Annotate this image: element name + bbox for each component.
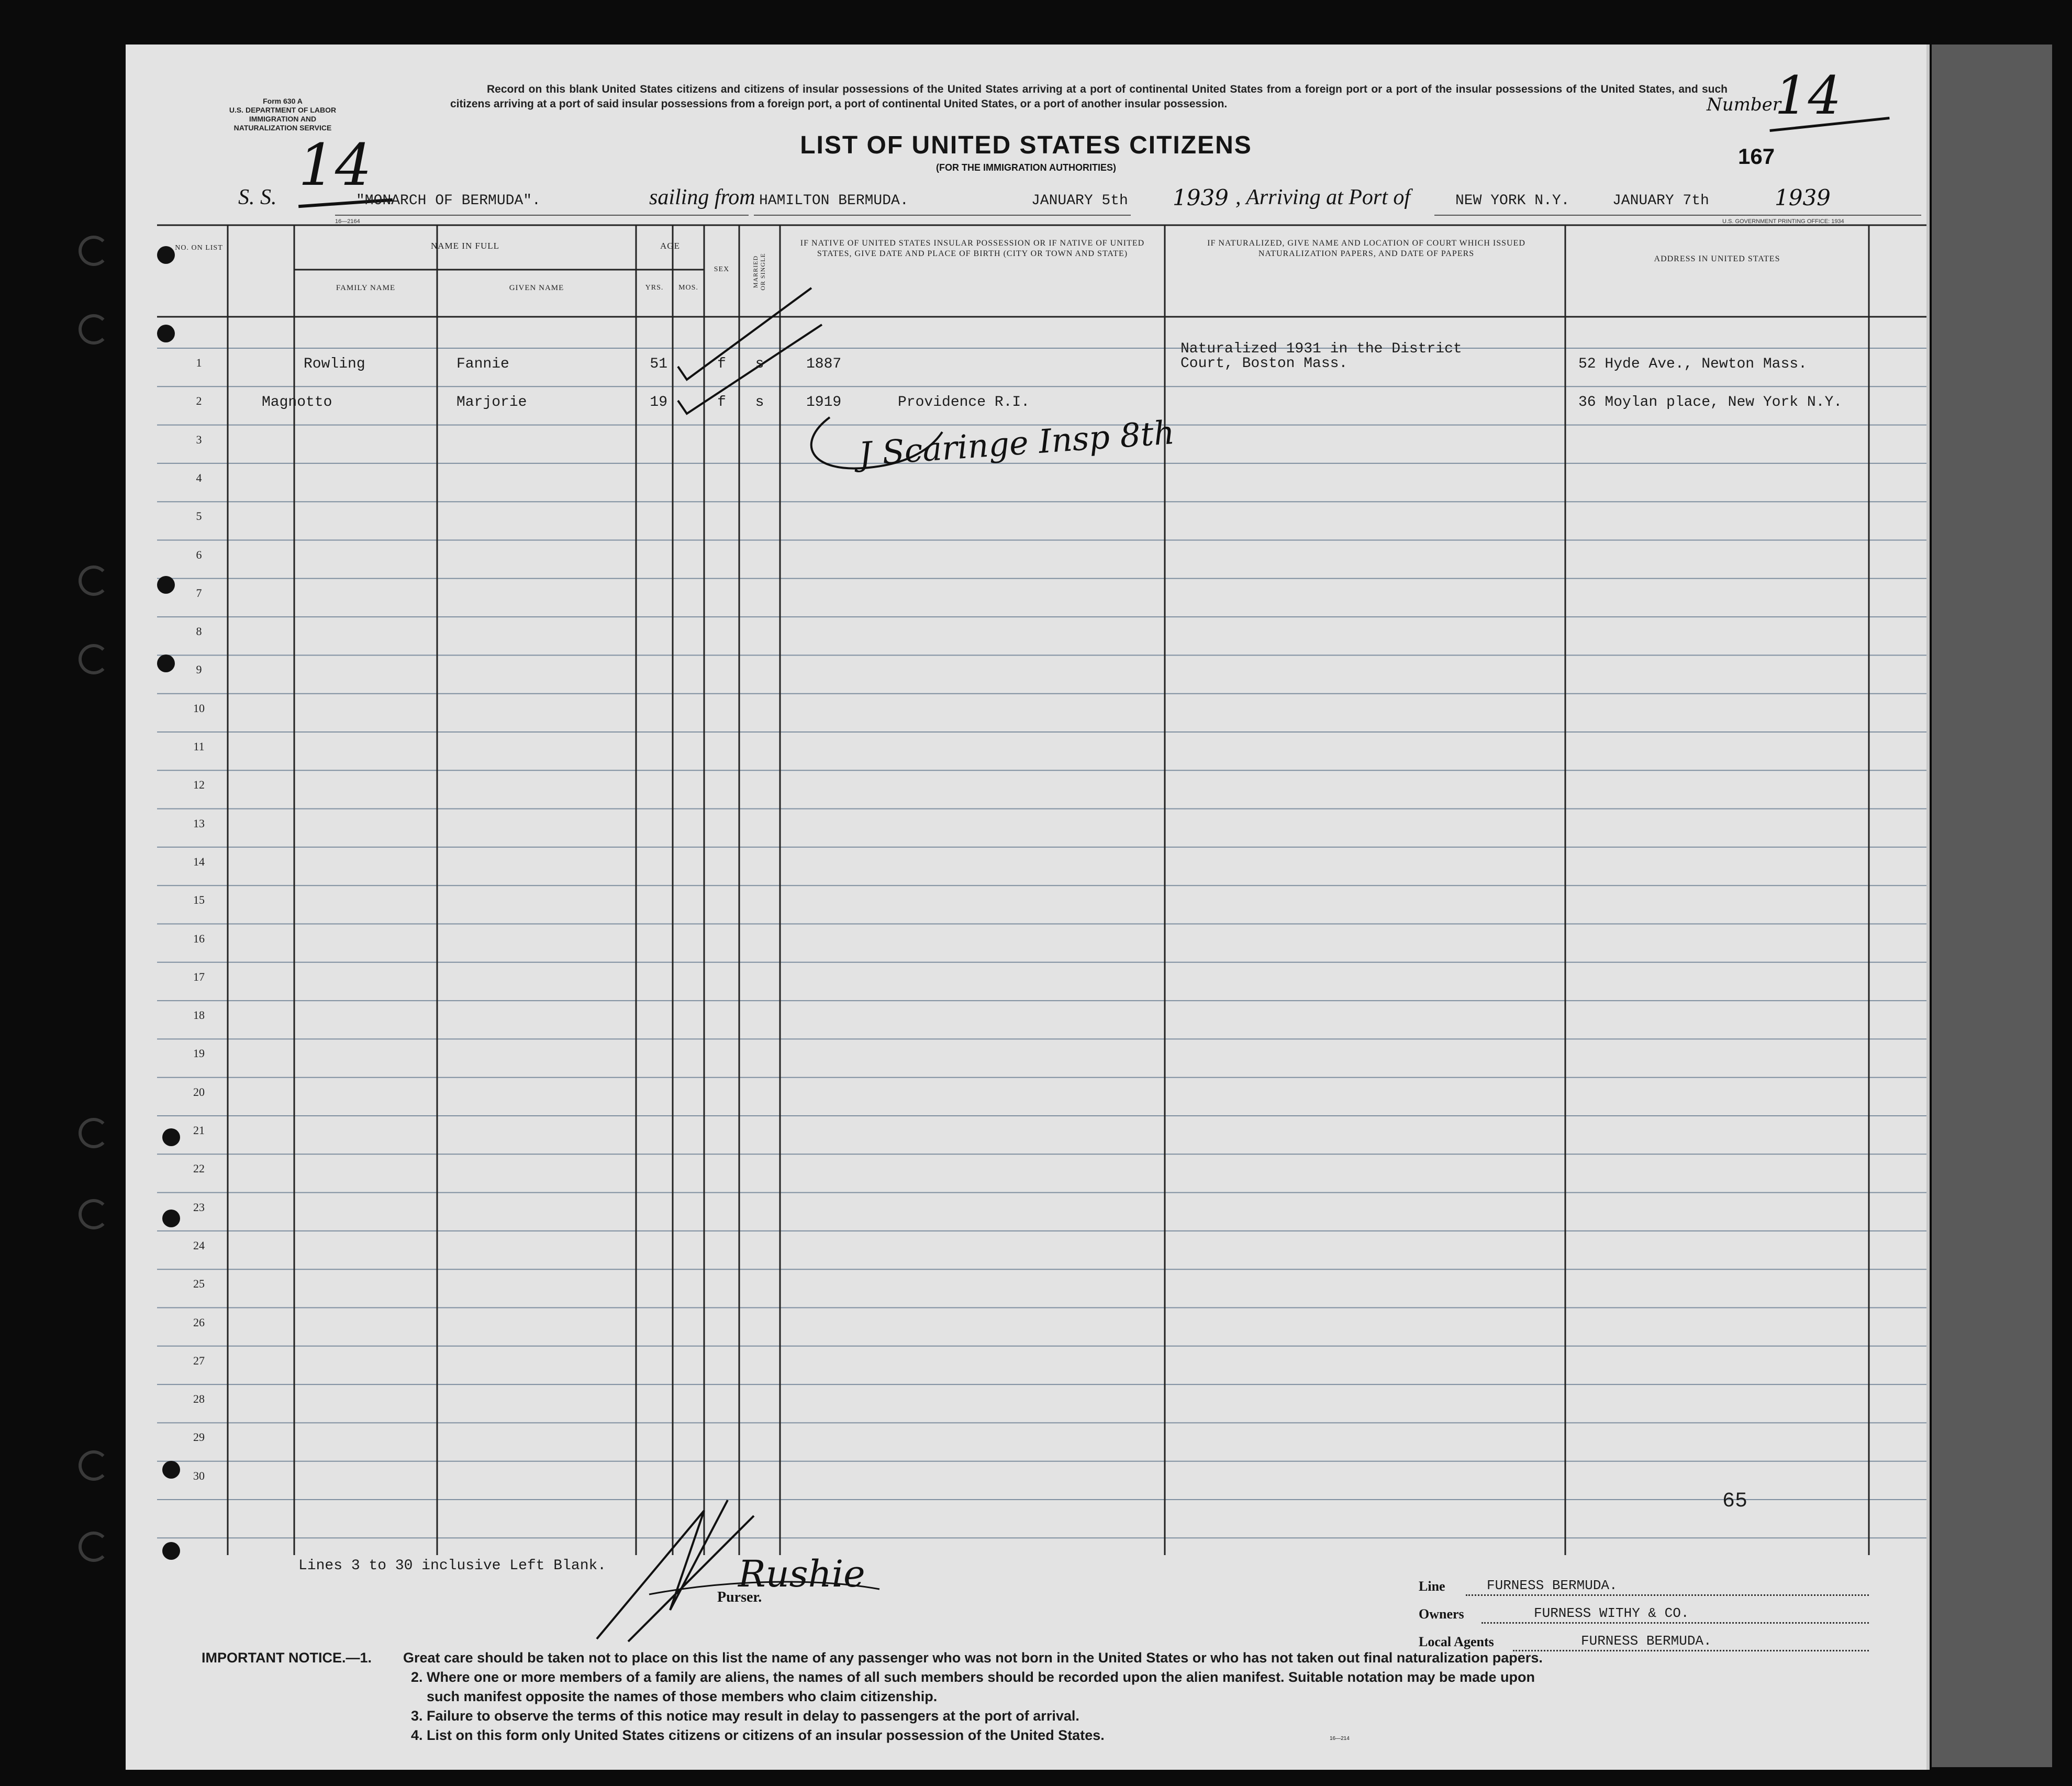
- row-number: 17: [193, 970, 205, 983]
- passenger-age-years: 19: [650, 394, 667, 411]
- binding-hole: [157, 576, 175, 594]
- binding-hole: [157, 246, 175, 264]
- notice-heading: IMPORTANT NOTICE.—1.: [202, 1650, 372, 1666]
- arrival-port: NEW YORK N.Y.: [1455, 193, 1570, 209]
- passenger-given-name: Fannie: [456, 356, 509, 372]
- binding-hole: [162, 1542, 180, 1560]
- row-number: 1: [196, 356, 202, 369]
- form-id-line: NATURALIZATION SERVICE: [233, 124, 332, 132]
- passenger-marital-status: s: [755, 356, 764, 372]
- agents-label: Local Agents: [1419, 1634, 1494, 1649]
- row-number: 26: [193, 1315, 205, 1329]
- owners-rule: [1481, 1622, 1869, 1624]
- departure-port: HAMILTON BERMUDA.: [759, 193, 909, 209]
- line-label: Line: [1419, 1579, 1445, 1594]
- sailing-label: sailing from: [649, 185, 755, 209]
- col-native-birth: IF NATIVE OF UNITED STATES INSULAR POSSESSION OR IF NATIVE OF UNITED STATES, GIVE DATE AND PLACE OF BIRTH (CITY OR TOWN AND STATE): [800, 239, 1145, 258]
- binding-hole: [162, 1210, 180, 1227]
- col-sex: SEX: [714, 265, 730, 273]
- passenger-birth-year: 1887: [806, 356, 842, 372]
- inspector-signature: J Scaringe Insp 8th: [857, 413, 1176, 473]
- form-subtitle: (FOR THE IMMIGRATION AUTHORITIES): [936, 162, 1116, 173]
- binding-hole: [157, 655, 175, 672]
- owners-label: Owners: [1419, 1606, 1464, 1622]
- col-given-name: GIVEN NAME: [509, 284, 564, 292]
- passenger-birth-place: Providence R.I.: [898, 394, 1030, 411]
- binder-ring: [79, 565, 109, 596]
- passenger-marital-status: s: [755, 394, 764, 411]
- row-number: 27: [193, 1354, 205, 1367]
- passenger-birth-year: 1919: [806, 394, 842, 411]
- row-number: 24: [193, 1238, 205, 1252]
- row-number: 4: [196, 471, 202, 484]
- owners-value: FURNESS WITHY & CO.: [1534, 1605, 1689, 1621]
- binder-ring: [79, 236, 109, 266]
- row-number: 22: [193, 1162, 205, 1175]
- col-mos: MOS.: [678, 284, 698, 292]
- row-number: 18: [193, 1008, 205, 1022]
- row-number: 9: [196, 663, 202, 676]
- row-number: 8: [196, 625, 202, 638]
- binder-ring: [79, 1199, 109, 1229]
- departure-date: JANUARY 5th: [1031, 193, 1128, 209]
- ss-label: S. S.: [238, 185, 277, 209]
- notice-item-4: 4. List on this form only United States citizens or citizens of an insular possession of the United States.: [411, 1727, 1105, 1743]
- form-code: 16—2164: [335, 218, 360, 225]
- row-number: 25: [193, 1277, 205, 1291]
- manifest-page: [126, 45, 1930, 1770]
- col-age: AGE: [660, 241, 680, 251]
- row-number: 10: [193, 701, 205, 715]
- passenger-family-name: Magnotto: [262, 394, 332, 411]
- row-number: 2: [196, 394, 202, 408]
- row-number: 13: [193, 816, 205, 830]
- notice-item-1: Great care should be taken not to place on this list the name of any passenger who was not born in the United States or who has not taken out final naturalization papers.: [403, 1650, 1543, 1666]
- form-id-line: IMMIGRATION AND: [249, 115, 317, 123]
- printing-office: U.S. GOVERNMENT PRINTING OFFICE: 1934: [1722, 218, 1844, 225]
- purser-label: Purser.: [717, 1589, 762, 1605]
- line-rule: [1466, 1594, 1869, 1596]
- row-number: 29: [193, 1430, 205, 1444]
- notice-item-3: 3. Failure to observe the terms of this notice may result in delay to passengers at the port of arrival.: [411, 1708, 1079, 1724]
- arrival-date: JANUARY 7th: [1612, 193, 1709, 209]
- row-number: 11: [193, 740, 205, 753]
- row-number: 6: [196, 548, 202, 561]
- passenger-sex: f: [717, 356, 726, 372]
- binder-ring: [79, 644, 109, 674]
- row-number: 7: [196, 586, 202, 600]
- passenger-given-name: Marjorie: [456, 394, 527, 411]
- row-number: 12: [193, 778, 205, 792]
- binder-ring: [79, 314, 109, 345]
- passenger-family-name: Rowling: [304, 356, 365, 372]
- naturalization-line: Naturalized 1931 in the District: [1180, 341, 1462, 357]
- passenger-age-years: 51: [650, 356, 667, 372]
- col-no-on-list: NO. ON LIST: [175, 244, 223, 252]
- notice-item-2-cont: such manifest opposite the names of those members who claim citizenship.: [427, 1689, 938, 1704]
- row-number: 21: [193, 1124, 205, 1137]
- stamp-number: 167: [1738, 144, 1775, 169]
- col-married-single: MARRIED OR SINGLE: [752, 253, 766, 291]
- row-number: 15: [193, 893, 205, 907]
- row-number: 28: [193, 1392, 205, 1406]
- row-number: 20: [193, 1085, 205, 1099]
- handwritten-list-number: 14: [298, 131, 372, 198]
- purser-signature: Rushie: [738, 1552, 865, 1595]
- page-tally: 65: [1722, 1490, 1748, 1513]
- ship-name: "MONARCH OF BERMUDA".: [356, 193, 541, 209]
- col-family-name: FAMILY NAME: [336, 284, 396, 292]
- agents-value: FURNESS BERMUDA.: [1581, 1633, 1712, 1649]
- notice-item-2: 2. Where one or more members of a family are aliens, the names of all such members should be recorded upon the alien manifest. Suitable notation may be made upon: [411, 1669, 1535, 1685]
- binding-hole: [157, 325, 175, 342]
- number-value: 14: [1775, 65, 1842, 126]
- backing-sheet: [1932, 45, 2052, 1767]
- binding-hole: [162, 1461, 180, 1479]
- instructions-text: Record on this blank United States citizens and citizens of insular possessions of the United States arriving at a port of continental United States from a foreign port or a port of the insular possessions of the United States, and such citizens arriving at a port of said insular possessions from a foreign port, a port of continental United States, or a port of another insular possession.: [450, 83, 1728, 110]
- arriving-label: , Arriving at Port of: [1235, 185, 1411, 209]
- blank-lines-note: Lines 3 to 30 inclusive Left Blank.: [298, 1558, 607, 1574]
- footer-code: 16—214: [1330, 1736, 1350, 1741]
- row-number: 16: [193, 931, 205, 945]
- row-number: 3: [196, 432, 202, 446]
- col-address: ADDRESS IN UNITED STATES: [1654, 254, 1780, 263]
- col-naturalization: IF NATURALIZED, GIVE NAME AND LOCATION OF COURT WHICH ISSUED NATURALIZATION PAPERS, AND DATE OF PAPERS: [1207, 239, 1525, 258]
- col-name-in-full: NAME IN FULL: [431, 241, 499, 251]
- arrival-year: 1939: [1775, 185, 1831, 210]
- departure-year: 1939: [1173, 185, 1229, 210]
- form-id-line: Form 630 A: [263, 97, 303, 105]
- row-number: 19: [193, 1047, 205, 1060]
- binder-ring: [79, 1118, 109, 1148]
- naturalization-line: Court, Boston Mass.: [1180, 356, 1348, 372]
- row-number: 14: [193, 855, 205, 868]
- passenger-sex: f: [717, 394, 726, 411]
- row-number: 23: [193, 1200, 205, 1214]
- form-id-line: U.S. DEPARTMENT OF LABOR: [229, 106, 337, 114]
- line-value: FURNESS BERMUDA.: [1487, 1578, 1618, 1593]
- form-title: LIST OF UNITED STATES CITIZENS: [800, 131, 1252, 159]
- binder-ring: [79, 1532, 109, 1562]
- row-number: 30: [193, 1469, 205, 1482]
- passenger-address: 36 Moylan place, New York N.Y.: [1578, 394, 1843, 411]
- passenger-naturalization: [1180, 342, 1462, 371]
- passenger-address: 52 Hyde Ave., Newton Mass.: [1578, 356, 1807, 372]
- number-label: Number: [1707, 94, 1781, 115]
- col-yrs: YRS.: [645, 284, 664, 292]
- binding-hole: [162, 1128, 180, 1146]
- row-number: 5: [196, 509, 202, 523]
- binder-ring: [79, 1450, 109, 1481]
- ledger-grid: [126, 45, 1926, 1770]
